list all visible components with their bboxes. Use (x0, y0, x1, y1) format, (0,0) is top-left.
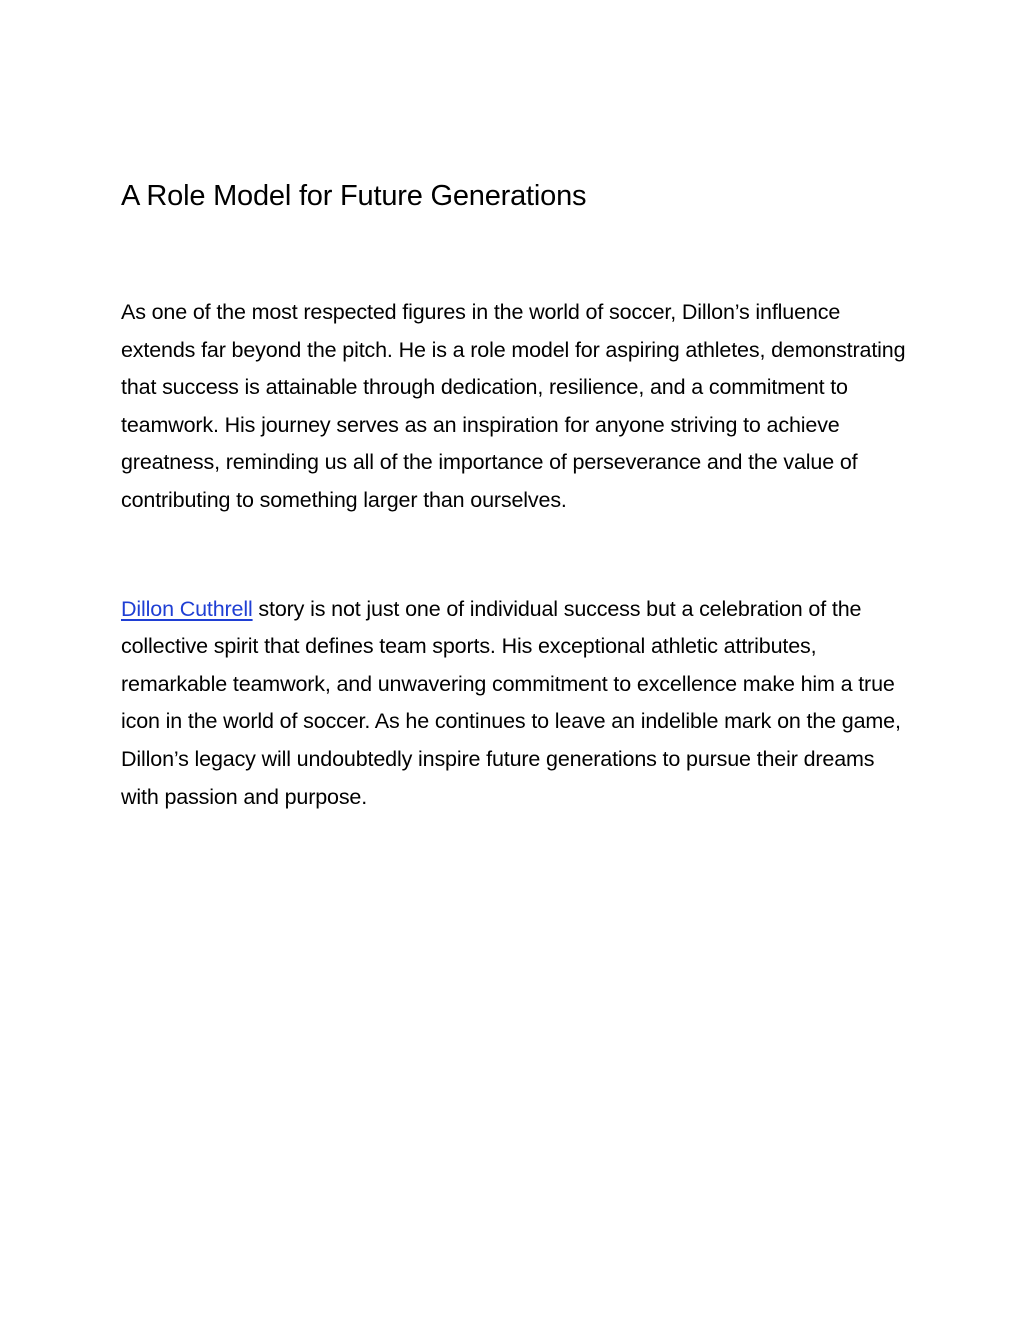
document-content (121, 176, 911, 816)
paragraph-role-model: As one of the most respected figures in the world of soccer, Dillon’s influence extends far beyond the pitch. He is a role model for aspiring athletes, demonstrating that success is attainable through dedication, resilience, and a commitment to teamwork. His journey serves as an inspiration for anyone striving to achieve greatness, reminding us all of the importance of perseverance and the value of contributing to something larger than ourselves. (121, 300, 906, 512)
paragraph-legacy (121, 591, 911, 817)
paragraph-legacy-text: story is not just one of individual success but a celebration of the collective spirit that defines team sports. His exceptional athletic attributes, remarkable teamwork, and unwavering commitment to excellence make him a true icon in the world of soccer. As he continues to leave an indelible mark on the game, Dillon’s legacy will undoubtedly inspire future generations to pursue their dreams with passion and purpose. (121, 596, 901, 809)
dillon-cuthrell-link[interactable]: Dillon Cuthrell (121, 596, 253, 621)
page-title: A Role Model for Future Generations (121, 180, 587, 212)
